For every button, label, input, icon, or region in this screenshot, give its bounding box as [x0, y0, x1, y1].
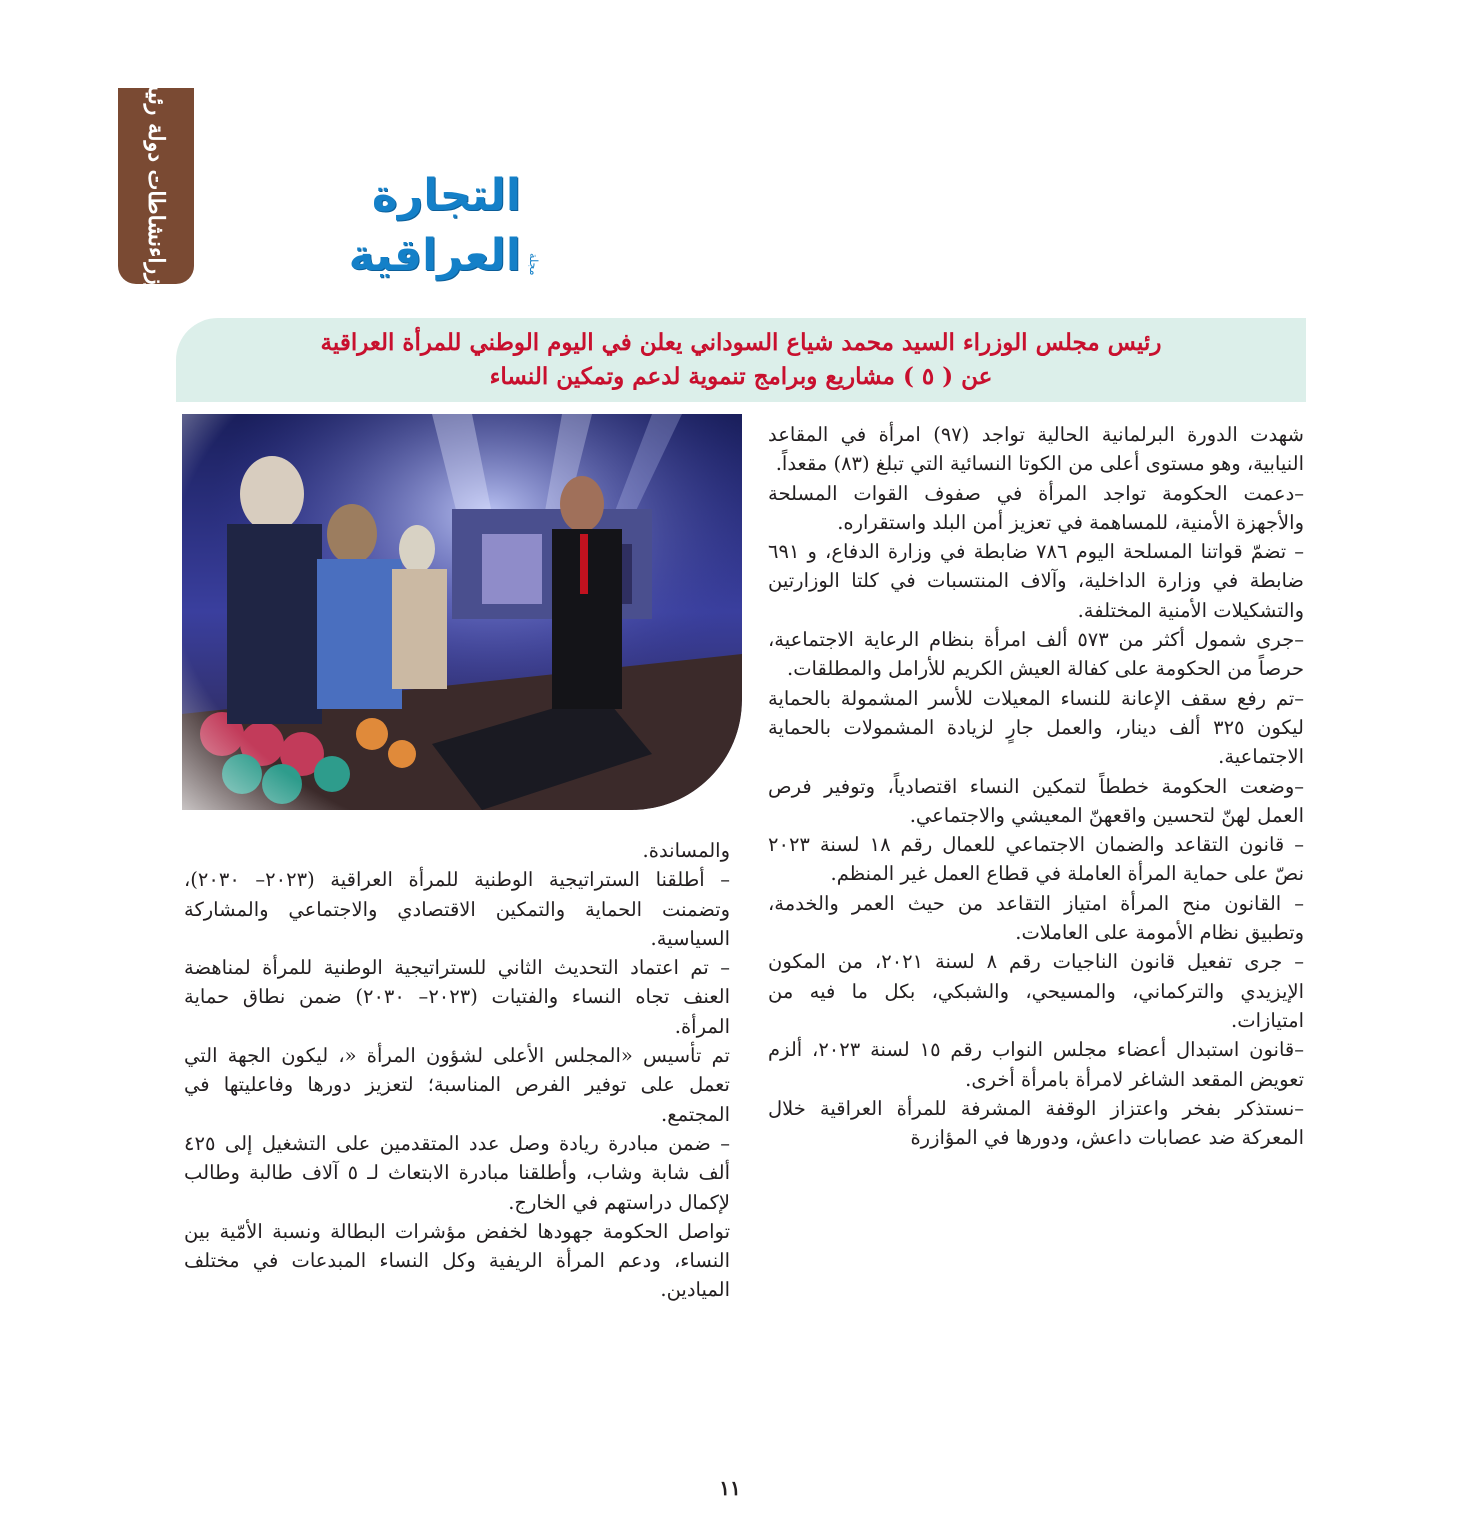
paragraph: – أطلقنا الستراتيجية الوطنية للمرأة العراقية (٢٠٢٣– ٢٠٣٠)، وتضمنت الحماية والتمكين الاقتصادي والاجتماعي والمشاركة السياسية.: [184, 868, 731, 950]
section-tab-line2: الوزراء: [143, 246, 169, 309]
section-tab: [118, 63, 194, 309]
section-tab-line1: نشاطات دولة رئيس: [143, 63, 169, 247]
paragraph: –نستذكر بفخر واعتزاز الوقفة المشرفة للمرأة العراقية خلال المعركة ضد عصابات داعش، ودورها في المؤازرة: [768, 1096, 1304, 1150]
headline-line2: عن ( ٥ ) مشاريع وبرامج تنموية لدعم وتمكين النساء: [489, 363, 993, 390]
paragraph: – ضمن مبادرة ريادة وصل عدد المتقدمين على التشغيل إلى ٤٢٥ ألف شابة وشاب، وأطلقنا مبادرة الابتعاث لـ ٥ آلاف طالبة وطالب لإكمال دراستهم في الخارج.: [184, 1131, 730, 1214]
paragraph: تواصل الحكومة جهودها لخفض مؤشرات البطالة ونسبة الأمّية بين النساء، ودعم المرأة الريفية وكل النساء المبدعات في مختلف الميادين.: [184, 1219, 730, 1302]
paragraph: – جرى تفعيل قانون الناجيات رقم ٨ لسنة ٢٠٢١، من المكون الإيزيدي والتركماني، والمسيحي، والشبكي، بكل ما فيه من امتيازات.: [768, 950, 1305, 1032]
paragraph: – قانون التقاعد والضمان الاجتماعي للعمال رقم ١٨ لسنة ٢٠٢٣ نصّ على حماية المرأة العاملة في قطاع العمل غير المنظم.: [768, 833, 1304, 886]
paragraph: تم تأسيس «المجلس الأعلى لشؤون المرأة «، ليكون الجهة التي تعمل على توفير الفرص المناسبة؛ لتعزيز دورها وفاعليتها في المجتمع.: [184, 1044, 730, 1126]
headline-banner: [176, 318, 1306, 402]
paragraph: –دعمت الحكومة تواجد المرأة في صفوف القوات المسلحة والأجهزة الأمنية، للمساهمة في تعزيز أمن البلد واستقراره.: [768, 481, 1304, 534]
paragraph: –جرى شمول أكثر من ٥٧٣ ألف امرأة بنظام الرعاية الاجتماعية، حرصاً من الحكومة على كفالة العيش الكريم للأرامل والمطلقات.: [768, 628, 1304, 681]
left-text-column: [184, 836, 730, 1305]
logo-name: التجارة العراقية: [348, 170, 521, 281]
page-number: ١١: [719, 1476, 741, 1500]
paragraph: –وضعت الحكومة خططاً لتمكين النساء اقتصادياً، وتوفير فرص العمل لهنّ لتحسين واقعهنّ المعيشي والاجتماعي.: [768, 774, 1304, 827]
paragraph: – تم اعتماد التحديث الثاني للستراتيجية الوطنية للمرأة لمناهضة العنف تجاه النساء والفتيات (٢٠٢٣– ٢٠٣٠) ضمن نطاق حماية المرأة.: [184, 956, 731, 1038]
headline-line1: رئيس مجلس الوزراء السيد محمد شياع السوداني يعلن في اليوم الوطني للمرأة العراقية: [320, 329, 1162, 356]
photo-illustration: [182, 414, 742, 810]
paragraph: شهدت الدورة البرلمانية الحالية تواجد (٩٧) امرأة في المقاعد النيابية، وهو مستوى أعلى من الكوتا النسائية التي تبلغ (٨٣) مقعداً.: [768, 423, 1305, 476]
magazine-logo: [220, 170, 540, 286]
paragraph: – القانون منح المرأة امتياز التقاعد من حيث العمر والخدمة، وتطبيق نظام الأمومة على العاملات.: [768, 891, 1304, 945]
exhibition-photo: [182, 414, 742, 810]
right-text-column: [768, 420, 1304, 1152]
logo-tag: مجلة: [527, 253, 540, 276]
paragraph: والمساندة.: [642, 839, 730, 862]
paragraph: –تم رفع سقف الإعانة للنساء المعيلات للأسر المشمولة بالحماية ليكون ٣٢٥ ألف دينار، والعمل جارٍ لزيادة المشمولات بالحماية الاجتماعية.: [768, 686, 1304, 769]
paragraph: – تضمّ قواتنا المسلحة اليوم ٧٨٦ ضابطة في وزارة الدفاع، و ٦٩١ ضابطة في وزارة الداخلية، وآلاف المنتسبات في كلتا الوزارتين والتشكيلات الأمنية المختلفة.: [768, 540, 1304, 622]
paragraph: –قانون استبدال أعضاء مجلس النواب رقم ١٥ لسنة ٢٠٢٣، ألزم تعويض المقعد الشاغر لامرأة بامرأة أخرى.: [768, 1038, 1304, 1091]
